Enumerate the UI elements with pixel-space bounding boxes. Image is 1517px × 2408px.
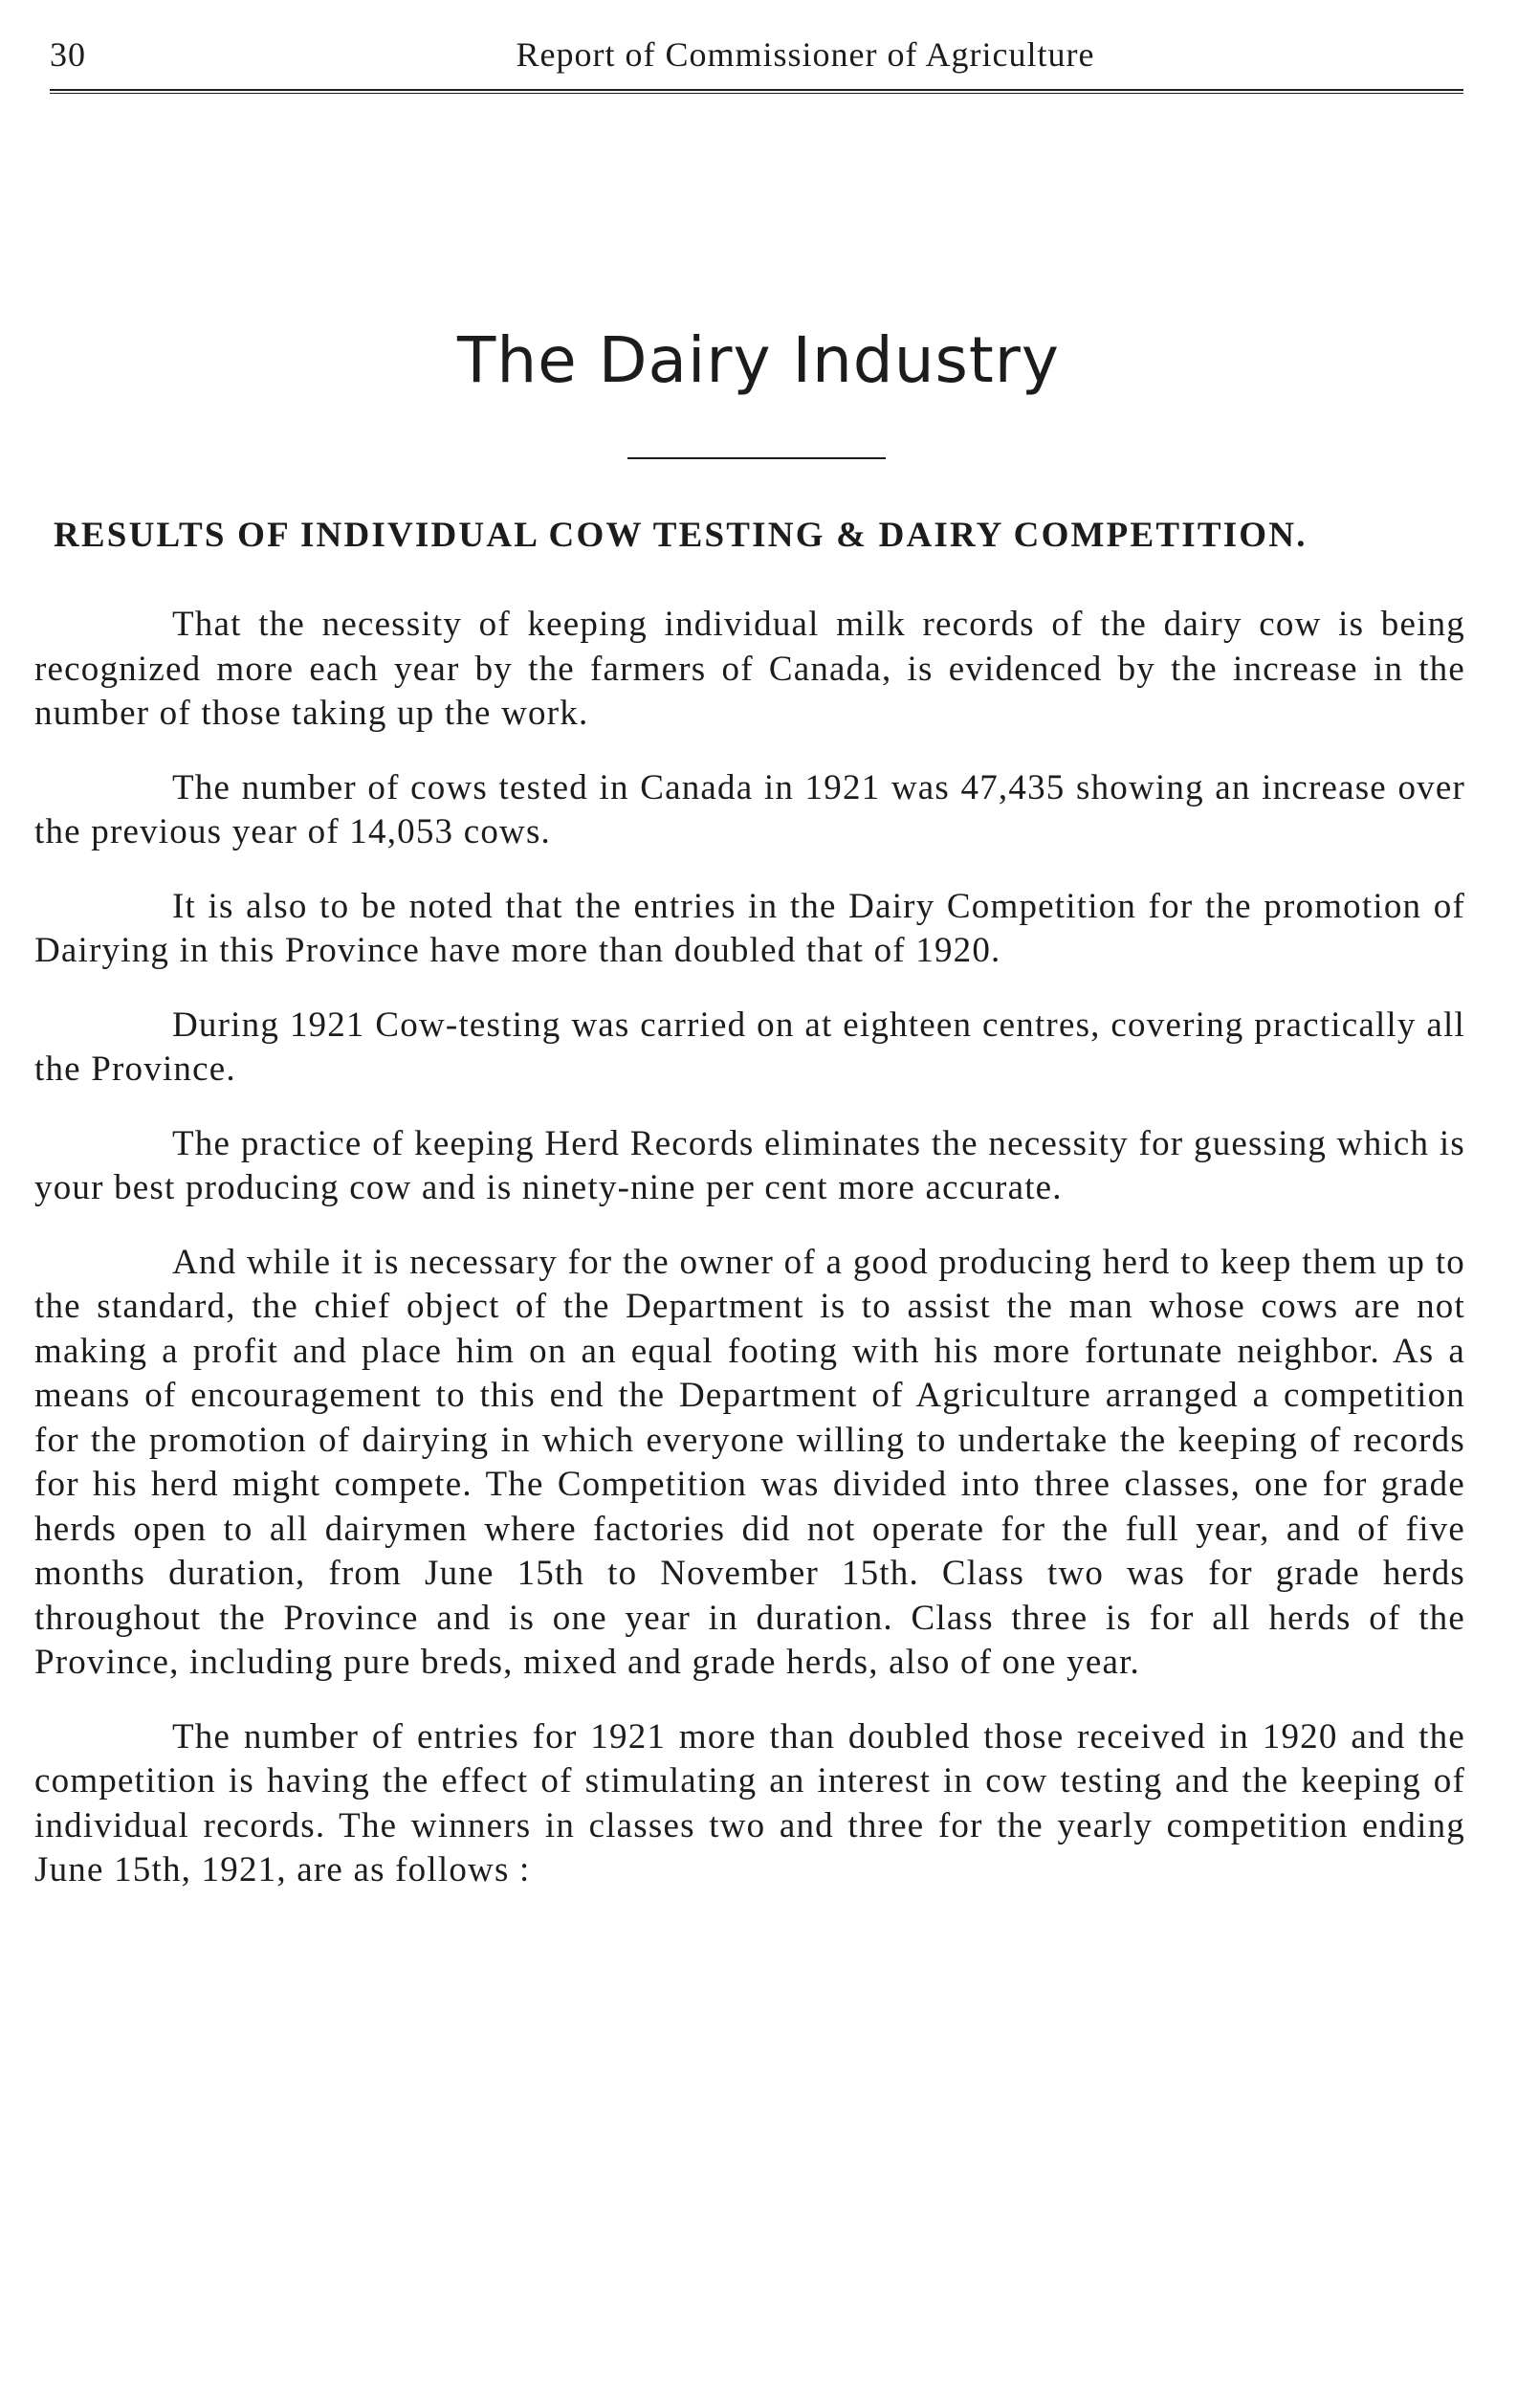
section-heading: RESULTS OF INDIVIDUAL COW TESTING & DAIRY COMPETITION. xyxy=(54,516,1308,555)
paragraph-2: The number of cows tested in Canada in 1921 was 47,435 showing an increase over the previous year of 14,053 cows. xyxy=(34,767,1465,851)
header-rule xyxy=(50,89,1463,94)
paragraph-1: That the necessity of keeping individual milk records of the dairy cow is being recognized more each year by the farmers of Canada, is evidenced by the increase in the number of those taking up the work. xyxy=(34,605,1465,733)
body-text xyxy=(34,603,1465,1923)
paragraph-3: It is also to be noted that the entries in the Dairy Competition for the promotion of Dairying in this Province have more than doubled that of 1920. xyxy=(34,886,1465,970)
paragraph-4: During 1921 Cow-testing was carried on at eighteen centres, covering practically all the Province. xyxy=(34,1005,1465,1089)
title-rule xyxy=(627,457,886,459)
chapter-title: The Dairy Industry xyxy=(457,323,1060,397)
paragraph-5: The practice of keeping Herd Records eliminates the necessity for guessing which is your best producing cow and is ninety-nine per cent more accurate. xyxy=(34,1123,1465,1207)
page-number: 30 xyxy=(50,35,86,74)
paragraph-7: The number of entries for 1921 more than doubled those received in 1920 and the competition is having the effect of stimulating an interest in cow testing and the keeping of individual records. The winners in classes two and three for the yearly competition ending June 15th, 1921, are as follows : xyxy=(34,1716,1465,1889)
running-title: Report of Commissioner of Agriculture xyxy=(516,35,1095,74)
paragraph-6: And while it is necessary for the owner of a good producing herd to keep them up to the standard, the chief object of the Department is to assist the man whose cows are not making a profit and place him on an equal footing with his more fortunate neighbor. As a means of encouragement to this end the Department of Agriculture arranged a competition for the promotion of dairying in which everyone willing to undertake the keeping of records for his herd might compete. The Competition was divided into three classes, one for grade herds open to all dairymen where factories did not operate for the full year, and of five months duration, from June 15th to November 15th. Class two was for grade herds throughout the Province and is one year in duration. Class three is for all herds of the Province, including pure breds, mixed and grade herds, also of one year. xyxy=(34,1242,1465,1682)
running-header xyxy=(50,34,1463,82)
